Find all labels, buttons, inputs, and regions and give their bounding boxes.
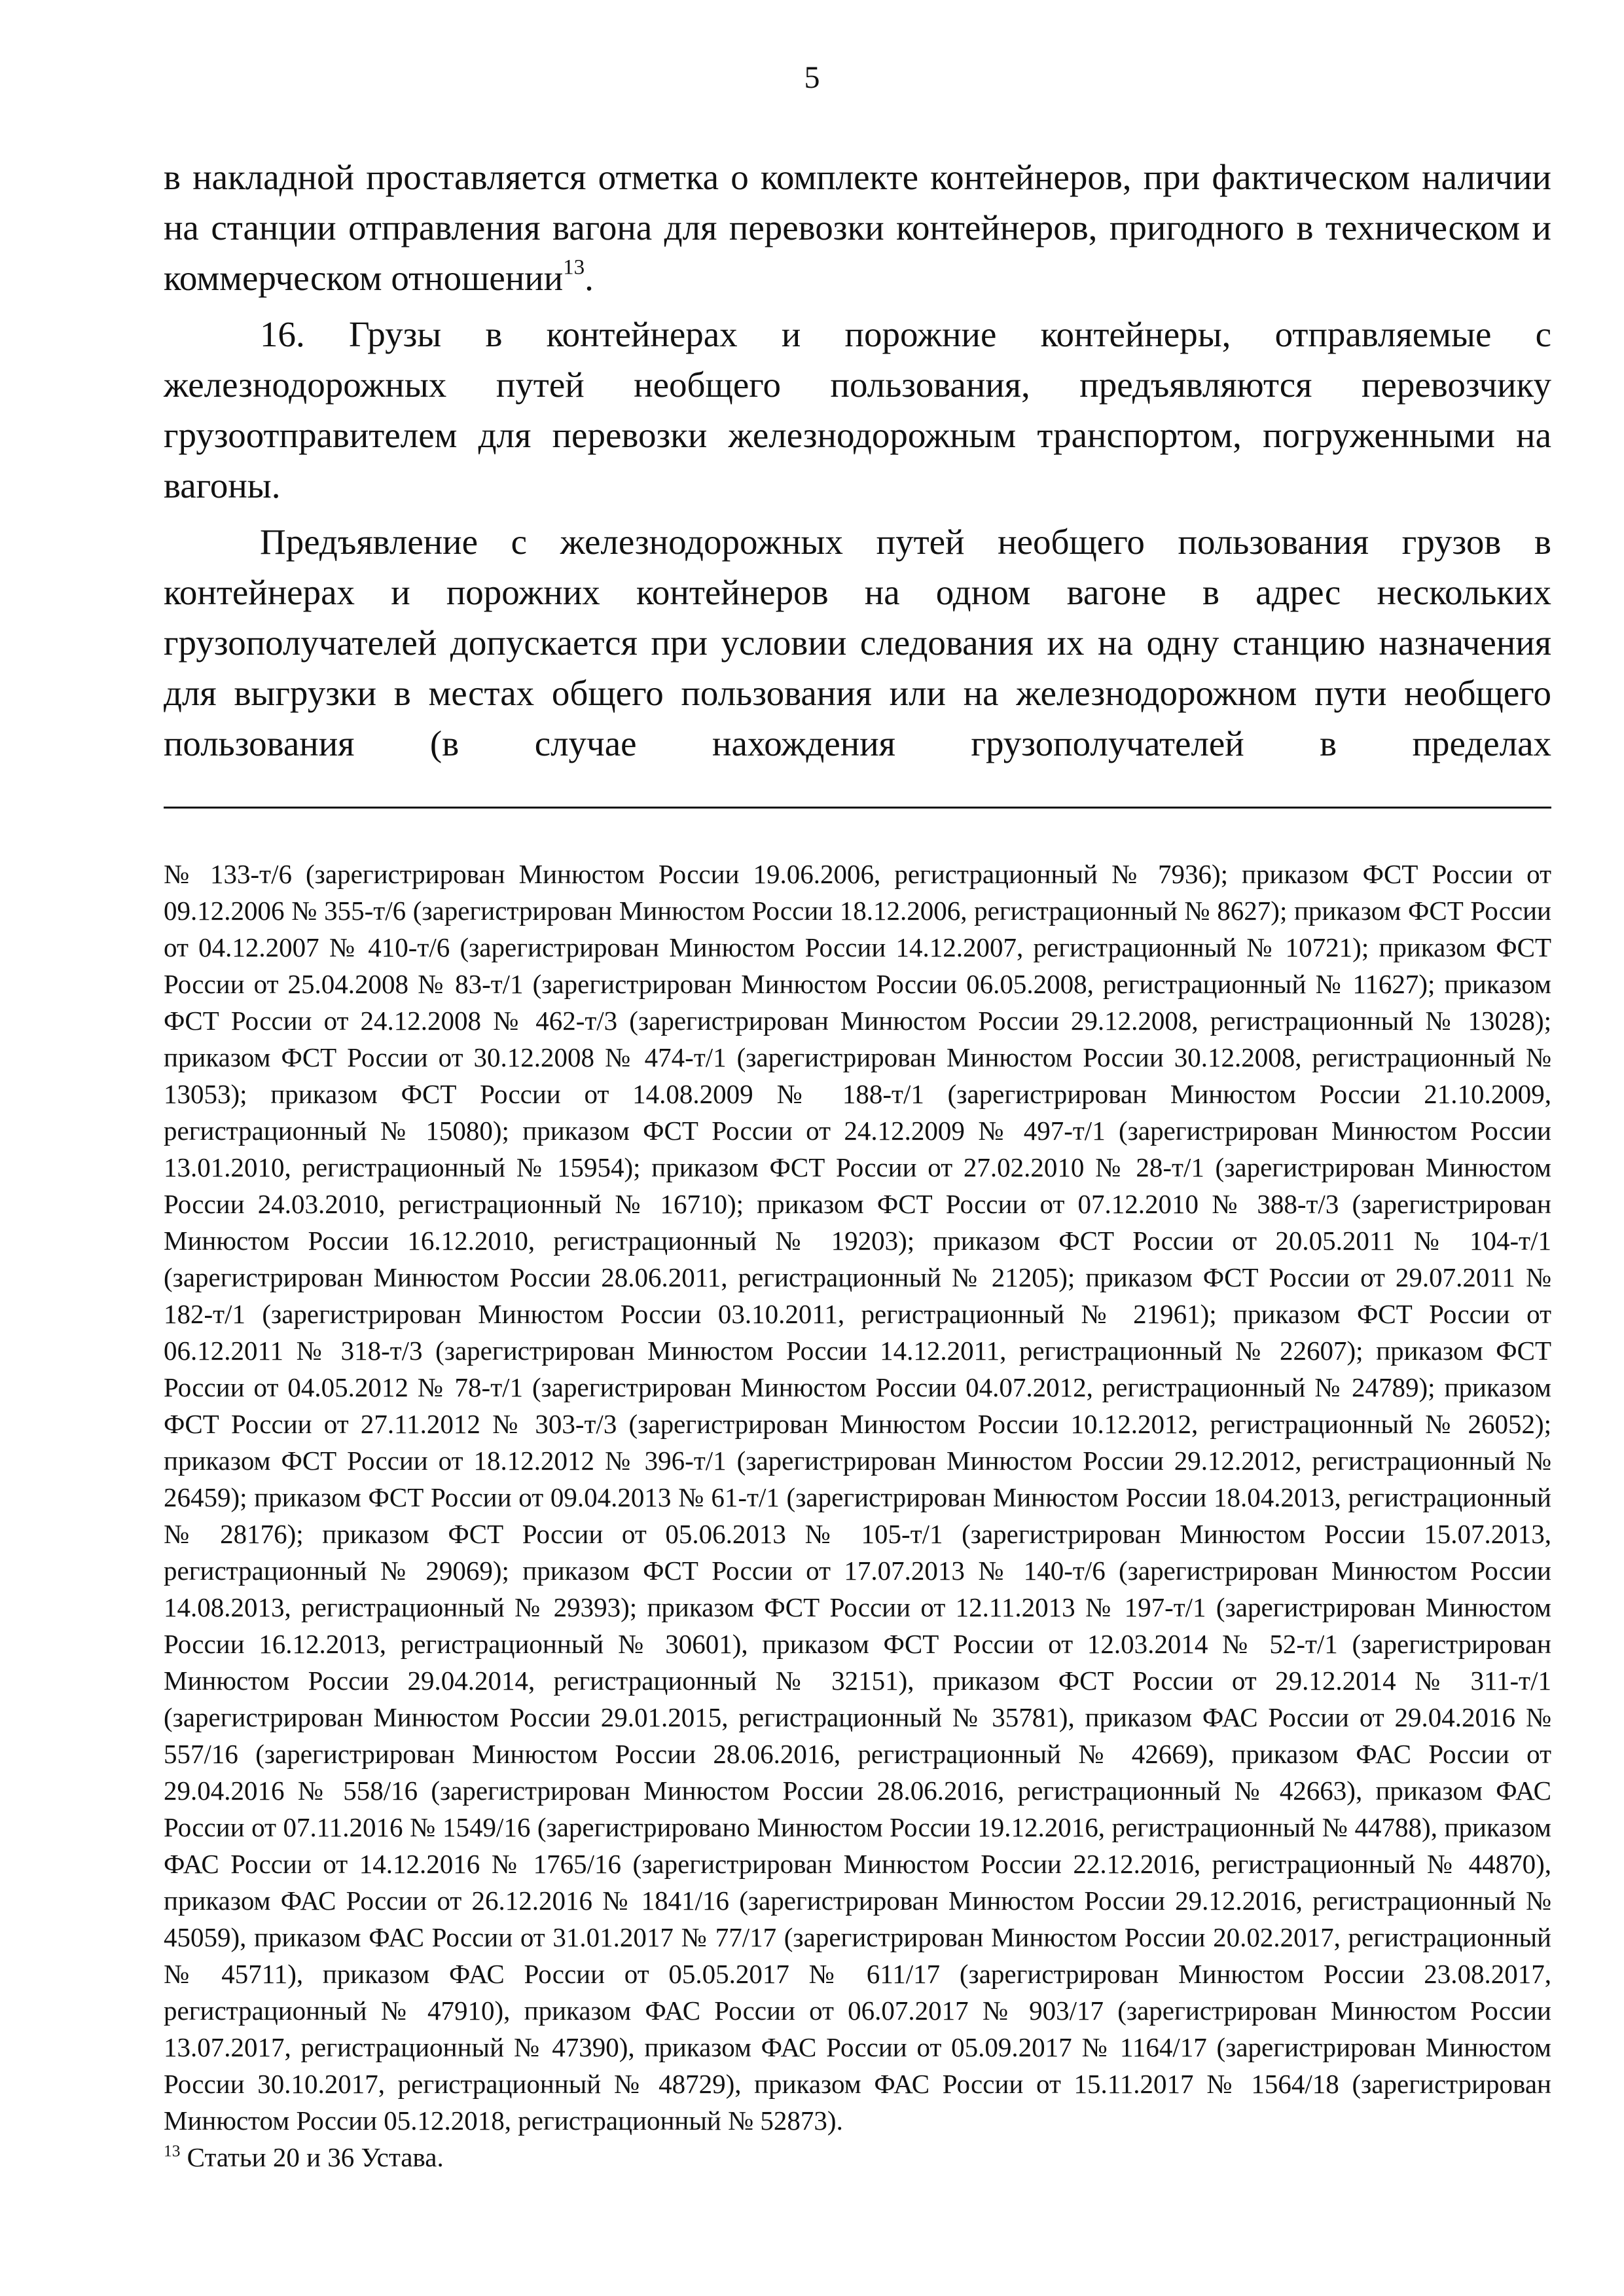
footnote-continuation: № 133-т/6 (зарегистрирован Минюстом России 19.06.2006, регистрационный № 7936); приказом ФСТ России от 09.12.2006 № 355-т/6 (зарегистрирован Минюстом России 18.12.2006, регистрационный № 8627); приказом ФСТ России от 04.12.2007 № 410-т/6 (зарегистрирован Минюстом России 14.12.2007, регистрационный № 10721); приказом ФСТ России от 25.04.2008 № 83-т/1 (зарегистрирован Минюстом России 06.05.2008, регистрационный № 11627); приказом ФСТ России от 24.12.2008 № 462-т/3 (зарегистрирован Минюстом России 29.12.2008, регистрационный № 13028); приказом ФСТ России от 30.12.2008 № 474-т/1 (зарегистрирован Минюстом России 30.12.2008, регистрационный № 13053); приказом ФСТ России от 14.08.2009 № 188-т/1 (зарегистрирован Минюстом России 21.10.2009, регистрационный № 15080); приказом ФСТ России от 24.12.2009 № 497-т/1 (зарегистрирован Минюстом России 13.01.2010, регистрационный № 15954); приказом ФСТ России от 27.02.2010 № 28-т/1 (зарегистрирован Минюстом России 24.03.2010, регистрационный № 16710); приказом ФСТ России от 07.12.2010 № 388-т/3 (зарегистрирован Минюстом России 16.12.2010, регистрационный № 19203); приказом ФСТ России от 20.05.2011 № 104-т/1 (зарегистрирован Минюстом России 28.06.2011, регистрационный № 21205); приказом ФСТ России от 29.07.2011 № 182-т/1 (зарегистрирован Минюстом России 03.10.2011, регистрационный № 21961); приказом ФСТ России от 06.12.2011 № 318-т/3 (зарегистрирован Минюстом России 14.12.2011, регистрационный № 22607); приказом ФСТ России от 04.05.2012 № 78-т/1 (зарегистрирован Минюстом России 04.07.2012, регистрационный № 24789); приказом ФСТ России от 27.11.2012 № 303-т/3 (зарегистрирован Минюстом России 10.12.2012, регистрационный № 26052); приказом ФСТ России от 18.12.2012 № 396-т/1 (зарегистрирован Минюстом России 29.12.2012, регистрационный № 26459); приказом ФСТ России от 09.04.2013 № 61-т/1 (зарегистрирован Минюстом России 18.04.2013, регистрационный № 28176); приказом ФСТ России от 05.06.2013 № 105-т/1 (зарегистрирован Минюстом России 15.07.2013, регистрационный № 29069); приказом ФСТ России от 17.07.2013 № 140-т/6 (зарегистрирован Минюстом России 14.08.2013, регистрационный № 29393); приказом ФСТ России от 12.11.2013 № 197-т/1 (зарегистрирован Минюстом России 16.12.2013, регистрационный № 30601), приказом ФСТ России от 12.03.2014 № 52-т/1 (зарегистрирован Минюстом России 29.04.2014, регистрационный № 32151), приказом ФСТ России от 29.12.2014 № 311-т/1 (зарегистрирован Минюстом России 29.01.2015, регистрационный № 35781), приказом ФАС России от 29.04.2016 № 557/16 (зарегистрирован Минюстом России 28.06.2016, регистрационный № 42669), приказом ФАС России от 29.04.2016 № 558/16 (зарегистрирован Минюстом России 28.06.2016, регистрационный № 42663), приказом ФАС России от 07.11.2016 № 1549/16 (зарегистрировано Минюстом России 19.12.2016, регистрационный № 44788), приказом ФАС России от 14.12.2016 № 1765/16 (зарегистрирован Минюстом России 22.12.2016, регистрационный № 44870), приказом ФАС России от 26.12.2016 № 1841/16 (зарегистрирован Минюстом России 29.12.2016, регистрационный № 45059), приказом ФАС России от 31.01.2017 № 77/17 (зарегистрирован Минюстом России 20.02.2017, регистрационный № 45711), приказом ФАС России от 05.05.2017 № 611/17 (зарегистрирован Минюстом России 23.08.2017, регистрационный № 47910), приказом ФАС России от 06.07.2017 № 903/17 (зарегистрирован Минюстом России 13.07.2017, регистрационный № 47390), приказом ФАС России от 05.09.2017 № 1164/17 (зарегистрирован Минюстом России 30.10.2017, регистрационный № 48729), приказом ФАС России от 15.11.2017 № 1564/18 (зарегистрирован Минюстом России 05.12.2018, регистрационный № 52873). bbox=[164, 859, 1551, 2136]
footnote-ref-13: 13 bbox=[563, 255, 585, 280]
paragraph-1 bbox=[164, 152, 1551, 303]
footnote-13 bbox=[164, 2139, 1551, 2176]
footnote-separator bbox=[164, 807, 1551, 809]
paragraph-1-end: . bbox=[585, 258, 594, 298]
paragraph-1-text: в накладной проставляется отметка о комплекте контейнеров, при фактическом наличии на станции отправления вагона для перевозки контейнеров, пригодного в техническом и коммерческом отношении bbox=[164, 157, 1551, 298]
footnote-13-marker: 13 bbox=[164, 2141, 181, 2160]
footnote-13-text: Статьи 20 и 36 Устава. bbox=[180, 2142, 444, 2172]
page-number: 5 bbox=[804, 60, 820, 95]
paragraph-3: Предъявление с железнодорожных путей необщего пользования грузов в контейнерах и порожних контейнеров на одном вагоне в адрес нескольких грузополучателей допускается при условии следования их на одну станцию назначения для выгрузки в местах общего пользования или на железнодорожном пути необщего пользования (в случае нахождения грузополучателей в пределах bbox=[164, 522, 1551, 763]
footnotes bbox=[164, 856, 1551, 2176]
paragraph-2: 16. Грузы в контейнерах и порожние контейнеры, отправляемые с железнодорожных путей необщего пользования, предъявляются перевозчику грузоотправителем для перевозки железнодорожным транспортом, погруженными на вагоны. bbox=[164, 314, 1551, 505]
main-text bbox=[164, 152, 1551, 769]
